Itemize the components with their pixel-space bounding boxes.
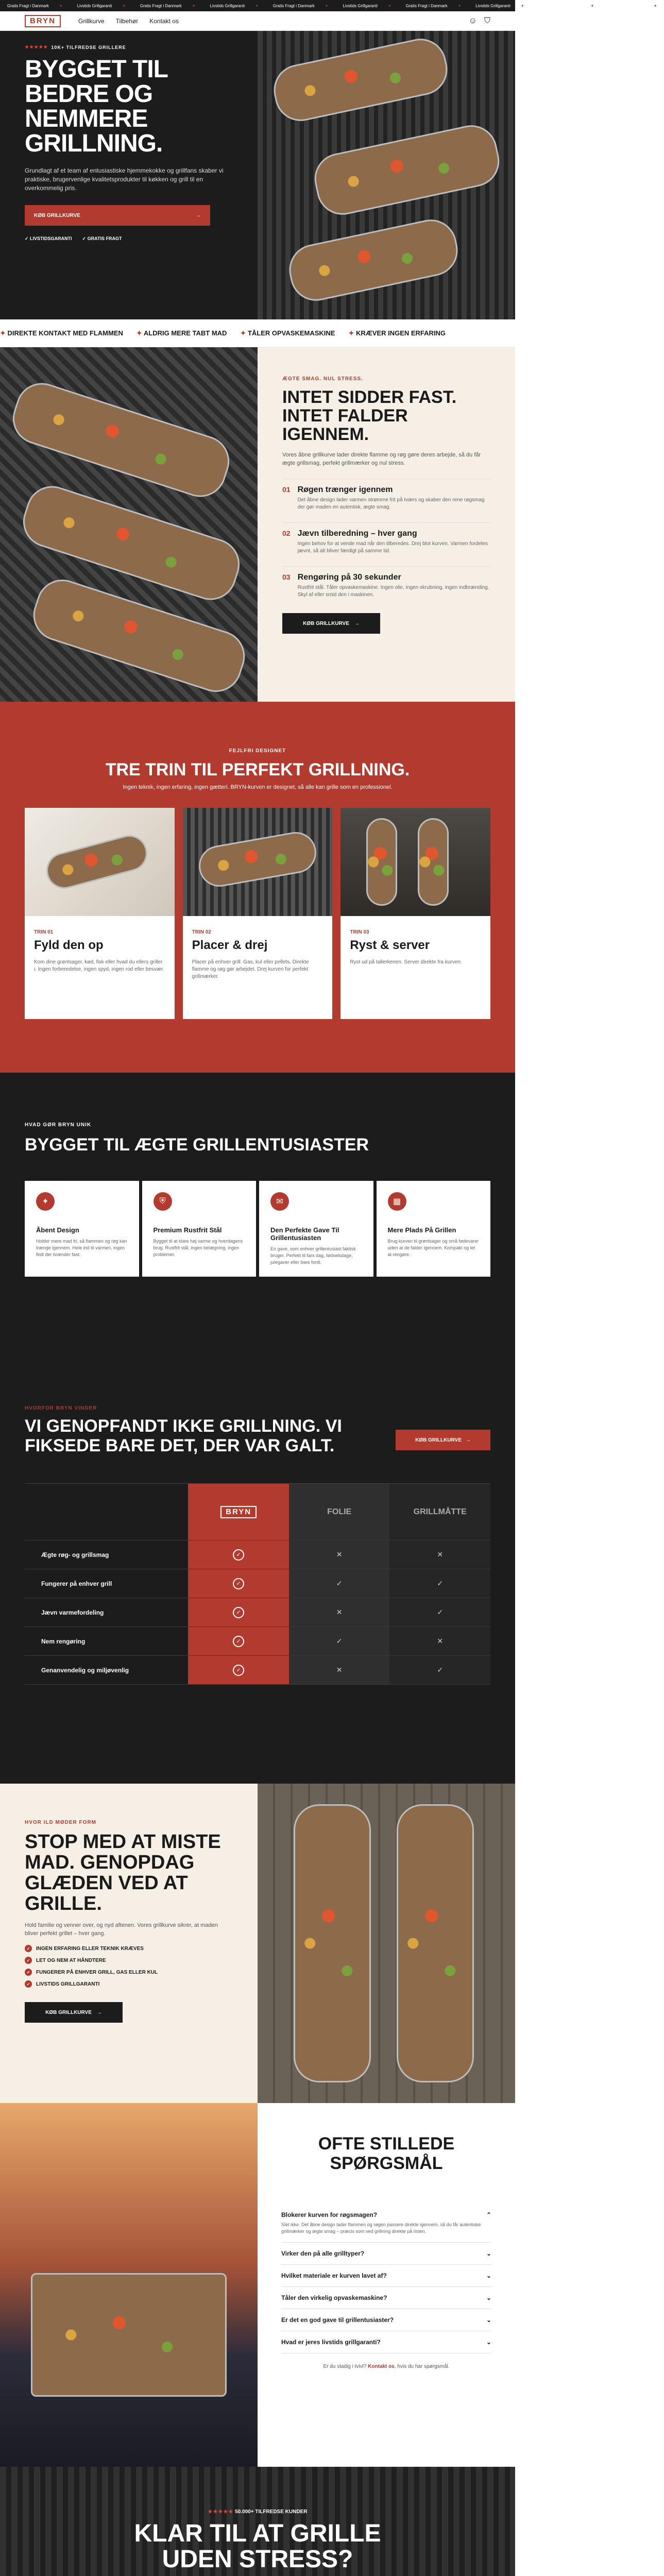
stop-title: STOP MED AT MISTE MAD. GENOPDAG GLÆDEN VED AT GRILLE. xyxy=(25,1831,221,1914)
check-icon: ✓ xyxy=(389,1598,490,1626)
chevron-down-icon: ⌄ xyxy=(486,2294,491,2301)
hero-section xyxy=(0,31,515,319)
hero-title: BYGGET TIL BEDRE OG NEMMERE GRILLNING. xyxy=(25,56,168,157)
shield-icon: ⛨ xyxy=(154,1192,172,1211)
check-icon: ✓ xyxy=(289,1627,390,1655)
why-buy-button[interactable]: KØB GRILLKURVE → xyxy=(282,613,380,634)
faq-footer: Er du stadig i tvivl? Kontakt os, hvis du har spørgsmål. xyxy=(323,2364,450,2369)
stop-buy-button[interactable]: KØB GRILLKURVE → xyxy=(25,2002,123,2023)
chevron-up-icon: ⌃ xyxy=(486,2211,491,2218)
arrow-right-icon: → xyxy=(465,1437,471,1443)
ticker-item: Gratis Fragt i Danmark ✦ xyxy=(133,4,203,8)
compare-title: VI GENOPFANDT IKKE GRILLNING. VI FIKSEDE BARE DET, DER VAR GALT. xyxy=(25,1416,342,1455)
chevron-down-icon: ⌄ xyxy=(486,2338,491,2346)
grid-icon: ▦ xyxy=(388,1192,406,1211)
check-item: ✓ GRATIS FRAGT xyxy=(82,236,122,241)
account-icon[interactable]: ☺ xyxy=(468,16,477,25)
feature-card: ✦ Åbent Design Holder mere mad fri, så flammen og røg kan trænge igennem. Hele ind til varmen, ingen fedt der brænder fast. xyxy=(25,1181,139,1277)
list-item: ✓ LIVSTIDS GRILLGARANTI xyxy=(25,1980,233,1988)
check-icon: ✓ xyxy=(233,1578,244,1589)
cta-title: KLAR TIL AT GRILLE UDEN STRESS? xyxy=(134,2520,381,2573)
list-item: ✓ INGEN ERFARING ELLER TEKNIK KRÆVES xyxy=(25,1945,233,1952)
stop-points xyxy=(25,1945,233,1988)
comparison-section xyxy=(0,1382,515,1784)
steps-section xyxy=(0,702,515,1073)
built-row xyxy=(25,1181,490,1277)
site-header xyxy=(0,11,515,31)
gift-icon: ✉ xyxy=(270,1192,289,1211)
why-lead: Vores åbne grillkurve lader direkte flamme og røg gøre deres arbejde, så du får ægte grillsmag, perfekt grillmærker og nul stress. xyxy=(282,452,481,466)
contact-link[interactable]: Kontakt os xyxy=(368,2364,395,2369)
announcement-ticker xyxy=(0,0,643,11)
cross-icon: ✕ xyxy=(289,1598,390,1626)
steps-row xyxy=(25,808,490,1019)
benefit-strip xyxy=(0,319,515,347)
faq-item[interactable]: Hvad er jeres livstids grillgaranti? ⌄ xyxy=(281,2331,491,2353)
step-card: TRIN 03 Ryst & server Ryst ud på tallerkenen. Server direkte fra kurven. xyxy=(340,808,490,1019)
check-icon: ✓ xyxy=(389,1569,490,1598)
rating-stars-icon: ★★★★★ xyxy=(25,44,48,49)
steps-title: TRE TRIN TIL PERFEKT GRILLNING. xyxy=(105,760,410,779)
chevron-down-icon: ⌄ xyxy=(486,2272,491,2279)
ticker-item: Gratis Fragt i Danmark ✦ xyxy=(266,4,336,8)
table-row: Nem rengøring ✓ ✓ ✕ xyxy=(25,1627,490,1656)
stop-section xyxy=(0,1784,515,2103)
step-image xyxy=(25,808,175,916)
faq-title: OFTE STILLEDE SPØRGSMÅL xyxy=(318,2134,455,2173)
faq-item[interactable]: Tåler den virkelig opvaskemaskine? ⌄ xyxy=(281,2287,491,2309)
table-row: Jævn varmefordeling ✓ ✕ ✓ xyxy=(25,1598,490,1627)
nav-link-grillkurve[interactable]: Grillkurve xyxy=(78,17,105,25)
cross-icon: ✕ xyxy=(389,1627,490,1655)
steps-kicker: FEJLFRI DESIGNET xyxy=(229,748,286,754)
faq-item[interactable]: Er det en god gave til grillentusiaster? ⌄ xyxy=(281,2309,491,2331)
ticker-item: Gratis Fragt i Danmark ✦ xyxy=(0,4,70,8)
feature-card: ✉ Den Perfekte Gave Til Grillentusiasten En gave, som enhver grillentusiast faktisk bruger. Perfekt til fars dag, fødselsdage, julegaver eller bare fordi. xyxy=(259,1181,373,1277)
hero-checks xyxy=(25,236,233,242)
hero-text: Grundlagt af et team af entusiastiske hjemmekokke og grillfans skaber vi praktiske, brugervenlige kvalitetsprodukter til køkken og grill til en overkommelig pris. xyxy=(25,167,224,192)
steps-sub: Ingen teknik, ingen erfaring, ingen gætteri. BRYN-kurven er designet, så alle kan grille som en professionel. xyxy=(123,784,393,790)
benefit-item: ✦ DIREKTE KONTAKT MED FLAMMEN xyxy=(0,329,123,337)
check-item: ✓ LIVSTIDSGARANTI xyxy=(25,236,72,241)
nav-link-tilbehor[interactable]: Tilbehør xyxy=(115,17,139,25)
brand-logo[interactable]: BRYN xyxy=(25,15,61,27)
stop-content xyxy=(0,1784,258,2103)
hero-image xyxy=(258,31,515,319)
nav-link-kontakt[interactable]: Kontakt os xyxy=(149,17,179,25)
features-section xyxy=(0,1073,515,1382)
cross-icon: ✕ xyxy=(389,1540,490,1569)
faq-item[interactable]: Virker den på alle grilltyper? ⌄ xyxy=(281,2243,491,2265)
main-nav xyxy=(78,18,179,25)
feature-card: ▦ Mere Plads På Grillen Brug kurven til grøntsager og små fødevarer uden at de falder igennem. Kompakt og let at rengøre. xyxy=(377,1181,491,1277)
stop-image xyxy=(258,1784,515,2103)
check-icon: ✓ xyxy=(233,1636,244,1647)
cta-kicker: ★★★★★ 50.000+ TILFREDSE KUNDER xyxy=(208,2509,308,2515)
check-icon: ✓ xyxy=(233,1665,244,1676)
check-icon: ✓ xyxy=(25,1945,32,1952)
faq-content xyxy=(258,2103,515,2467)
ticker-item: Livstids Grillgaranti ✦ xyxy=(70,4,133,8)
check-icon: ✓ xyxy=(25,1969,32,1976)
table-row: Ægte røg- og grillsmag ✓ ✕ ✕ xyxy=(25,1540,490,1569)
benefit-item: ✦ TÅLER OPVASKEMASKINE xyxy=(240,329,335,337)
rating-stars-icon: ★★★★★ xyxy=(208,2509,234,2515)
built-title: BYGGET TIL ÆGTE GRILLENTUSIASTER xyxy=(25,1135,369,1155)
check-icon: ✓ xyxy=(233,1607,244,1618)
comparison-table xyxy=(25,1483,490,1685)
why-kicker: ÆGTE SMAG. NUL STRESS. xyxy=(282,376,363,382)
arrow-right-icon: → xyxy=(354,620,360,626)
check-icon: ✓ xyxy=(25,1980,32,1988)
check-icon: ✓ xyxy=(25,1957,32,1964)
faq-list xyxy=(281,2204,491,2353)
chevron-down-icon: ⌄ xyxy=(486,2316,491,2324)
ticker-item: Livstids Grillgaranti ✦ xyxy=(601,4,664,8)
cart-icon[interactable]: ⛉ xyxy=(484,16,490,25)
table-row: Fungerer på enhver grill ✓ ✓ ✓ xyxy=(25,1569,490,1598)
chevron-down-icon: ⌄ xyxy=(486,2250,491,2257)
feature-card: ⛨ Premium Rustfrit Stål Bygget til at klare høj varme og hverdagens brug. Rustfrit stål, ingen belægning, ingen problemer. xyxy=(142,1181,257,1277)
list-item: ✓ FUNGERER PÅ ENHVER GRILL, GAS ELLER KUL xyxy=(25,1969,233,1976)
check-icon: ✓ xyxy=(233,1549,244,1561)
ticker-item: Gratis Fragt i Danmark ✦ xyxy=(532,4,602,8)
bryn-column-logo: BRYN xyxy=(220,1506,257,1518)
faq-item[interactable]: Blokerer kurven for røgsmagen? ⌃ Slet ikke. Det åbne design lader flammen og røgen passere direkte igennem, så du får autentiske grillmærker og ægte smag – præcis som ved grillning direkte på risten. xyxy=(281,2204,491,2243)
ticker-item: Livstids Grillgaranti ✦ xyxy=(335,4,398,8)
cross-icon: ✕ xyxy=(289,1656,390,1684)
header-icons xyxy=(469,16,490,26)
table-row: Genanvendelig og miljøvenlig ✓ ✕ ✓ xyxy=(25,1656,490,1685)
step-image xyxy=(340,808,490,916)
ticker-item: Livstids Grillgaranti ✦ xyxy=(468,4,531,8)
benefit-item: ✦ ALDRIG MERE TABT MAD xyxy=(137,329,227,337)
feature-item: 02 Jævn tilberedning – hver gang Ingen behov for at vende mad når den tilberedes. Drej blot kurven. Varmen fordeles jævnt, så alt bliver færdigt på samme tid. xyxy=(282,522,490,555)
hero-kicker: ★★★★★ 10K+ TILFREDSE GRILLERE xyxy=(25,44,126,50)
why-content xyxy=(258,347,515,702)
compare-buy-button[interactable]: KØB GRILLKURVE → xyxy=(396,1430,490,1450)
table-header-row: BRYN FOLIE GRILLMÅTTE xyxy=(25,1484,490,1540)
benefit-item: ✦ KRÆVER INGEN ERFARING xyxy=(348,329,446,337)
list-item: ✓ LET OG NEM AT HÅNDTERE xyxy=(25,1957,233,1964)
faq-image xyxy=(0,2103,258,2467)
stop-text: Hold familie og venner over, og nyd aftenen. Vores grillkurve sikrer, at maden bliver perfekt grillet – hver gang. xyxy=(25,1922,218,1937)
why-section xyxy=(0,347,515,702)
ticker-item: Gratis Fragt i Danmark ✦ xyxy=(399,4,469,8)
step-image xyxy=(183,808,333,916)
cross-icon: ✕ xyxy=(289,1540,390,1569)
flame-icon: ✦ xyxy=(36,1192,55,1211)
built-kicker: HVAD GØR BRYN UNIK xyxy=(25,1122,92,1128)
faq-section xyxy=(0,2103,515,2467)
final-cta-section xyxy=(0,2467,515,2576)
step-card: TRIN 01 Fyld den op Kom dine grøntsager, kød, fisk eller hvad du ellers griller i. Ingen forberedelse, ingen spyd, ingen rod eller besvær. xyxy=(25,808,175,1019)
check-icon: ✓ xyxy=(389,1656,490,1684)
feature-item: 03 Rengøring på 30 sekunder Rustfrit stål. Tåler opvaskemaskine. Ingen olie, ingen skrubning, ingen indbrænding. Skyl af eller smid den i maskinen. xyxy=(282,566,490,599)
step-card: TRIN 02 Placer & drej Placer på enhver grill. Gas, kul eller pellets. Direkte flamme og røg gør arbejdet. Drej kurven for perfekt grillmærker. xyxy=(183,808,333,1019)
arrow-right-icon: → xyxy=(96,2009,102,2015)
check-icon: ✓ xyxy=(289,1569,390,1598)
feature-item: 01 Røgen trænger igennem Det åbne design lader varmen strømme frit på tværs og skaber den rene røgsmag der gør maden en autentisk, ægte smag. xyxy=(282,479,490,511)
hero-content xyxy=(0,31,258,319)
stop-kicker: HVOR ILD MØDER FORM xyxy=(25,1820,96,1825)
faq-item[interactable]: Hvilket materiale er kurven lavet af? ⌄ xyxy=(281,2265,491,2287)
compare-kicker: HVORFOR BRYN VINDER xyxy=(25,1405,97,1411)
hero-buy-button[interactable]: KØB GRILLKURVE → xyxy=(25,205,210,226)
why-title: INTET SIDDER FAST. INTET FALDER IGENNEM. xyxy=(282,387,457,444)
arrow-right-icon: → xyxy=(196,212,201,218)
ticker-item: Livstids Grillgaranti ✦ xyxy=(203,4,266,8)
why-image xyxy=(0,347,258,702)
